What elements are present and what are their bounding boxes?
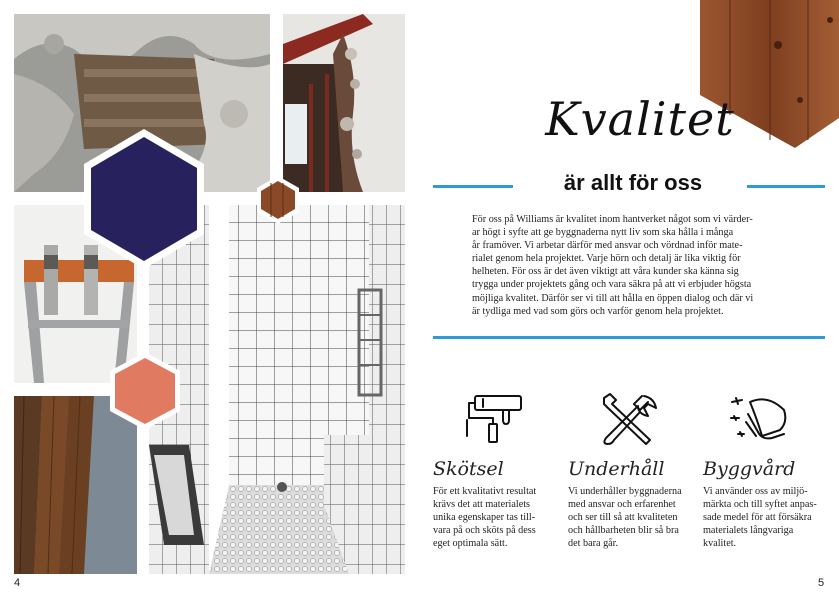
- photo-attic-window: [283, 14, 405, 192]
- feature-line: det bara går.: [568, 538, 619, 550]
- right-page-number: 5: [818, 577, 825, 589]
- feature-line: med ansvar och erfarenhet: [568, 499, 676, 511]
- feature-line: eget optimala sätt.: [433, 538, 508, 550]
- intro-line: helheten. För oss är det även viktigt att våra kunder ska känna sig: [472, 266, 739, 278]
- page-title: Kvalitet: [545, 92, 735, 146]
- intro-line: ar högt i syfte att ge byggnaderna nytt liv som ska hålla i många: [472, 227, 734, 239]
- wrench-hammer-icon: [598, 392, 660, 448]
- title-rule-right: [747, 185, 825, 188]
- wood-texture-hexagon: [253, 175, 303, 225]
- intro-line: år framöver. Vi arbetar därför med ansvar och vördnad inför mate-: [472, 240, 743, 252]
- page-subtitle: är allt för oss: [563, 170, 703, 195]
- feature-line: Vi underhåller byggnaderna: [568, 486, 682, 497]
- feature-title-underhall: Underhåll: [568, 458, 665, 480]
- paint-roller-icon: [463, 392, 523, 444]
- coral-accent-hexagon: [108, 351, 182, 431]
- feature-text-byggvard: [703, 485, 833, 550]
- intro-line: möjliga kvalitet. Därför ser vi till att hålla en öppen dialog och där vi: [472, 292, 754, 304]
- intro-line: är tydliga med vad som görs och varför genom hela projektet.: [472, 305, 724, 317]
- feature-text-skotsel: [433, 485, 563, 550]
- feature-line: och ser till så att kvaliteten: [568, 512, 678, 524]
- feature-line: vara på och sköts på dess: [433, 525, 536, 537]
- feature-line: Vi använder oss av miljö-: [703, 486, 808, 497]
- feature-line: märkta och till syftet anpas-: [703, 499, 817, 511]
- intro-line: trygga under projektets gång och vara säkra på att vi erbjuder högsta: [472, 279, 752, 291]
- feature-line: materialets långvariga: [703, 525, 794, 537]
- left-page-number: 4: [14, 577, 21, 589]
- feature-title-skotsel: Skötsel: [433, 458, 504, 480]
- intro-line: För oss på Williams är kvalitet inom hantverket något som vi värder-: [472, 214, 753, 225]
- navy-accent-hexagon: [82, 128, 206, 270]
- feature-title-byggvard: Byggvård: [703, 458, 796, 480]
- title-rule-left: [433, 185, 513, 188]
- feature-line: unika egenskaper tas till-: [433, 512, 536, 524]
- cleaning-hand-icon: [728, 392, 790, 448]
- feature-line: kvalitet.: [703, 538, 737, 550]
- feature-text-underhall: [568, 485, 698, 550]
- feature-line: För ett kvalitativt resultat: [433, 486, 537, 497]
- feature-line: sade medel för att försäkra: [703, 512, 812, 524]
- intro-paragraph: [472, 213, 794, 318]
- intro-line: rialet genom hela projektet. Varje hörn och detalj är lika viktig för: [472, 253, 741, 265]
- feature-line: krävs det att materialets: [433, 499, 531, 511]
- feature-line: och hållbarheten blir så bra: [568, 525, 679, 537]
- section-divider: [433, 336, 825, 339]
